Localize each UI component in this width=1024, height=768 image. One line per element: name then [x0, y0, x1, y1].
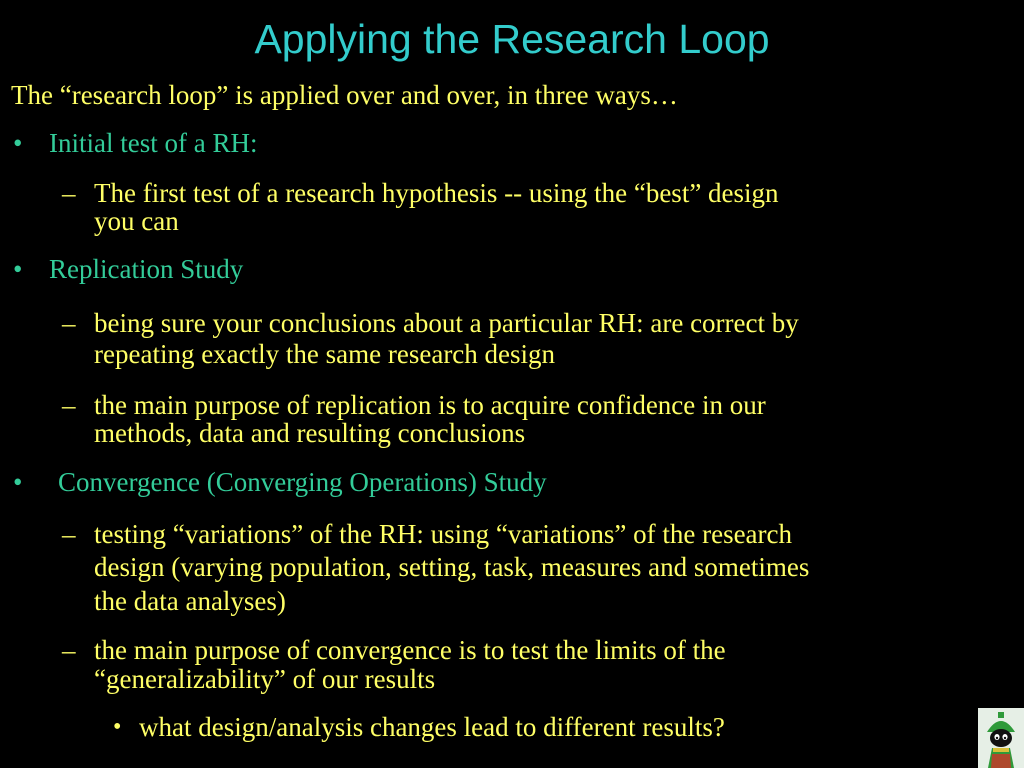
section-heading-initial-test: Initial test of a RH: [49, 128, 258, 158]
section-heading-replication: Replication Study [49, 254, 244, 284]
dash-glyph: – [62, 635, 76, 665]
point-line: testing “variations” of the RH: using “variations” of the research [94, 519, 793, 549]
bullet-glyph: • [13, 128, 23, 158]
cartoon-character-icon [978, 708, 1024, 768]
bullet-glyph: • [13, 467, 23, 497]
point-line: the main purpose of convergence is to test the limits of the [94, 635, 726, 665]
point-line: “generalizability” of our results [94, 664, 436, 694]
point-line: the data analyses) [94, 586, 286, 616]
bullet-glyph: • [13, 254, 23, 284]
dash-glyph: – [62, 519, 76, 549]
point-line: The first test of a research hypothesis -- using the “best” design [94, 178, 779, 208]
dash-glyph: – [62, 390, 76, 420]
point-line: repeating exactly the same research design [94, 339, 556, 369]
subpoint-line: what design/analysis changes lead to different results? [139, 712, 725, 742]
point-line: methods, data and resulting conclusions [94, 418, 526, 448]
intro-text: The “research loop” is applied over and over, in three ways… [11, 80, 678, 110]
slide-title: Applying the Research Loop [254, 16, 770, 62]
point-line: design (varying population, setting, task, measures and sometimes [94, 552, 810, 582]
dash-glyph: – [62, 178, 76, 208]
section-heading-convergence: Convergence (Converging Operations) Study [58, 467, 547, 497]
point-line: being sure your conclusions about a particular RH: are correct by [94, 308, 799, 338]
point-line: the main purpose of replication is to acquire confidence in our [94, 390, 766, 420]
dash-glyph: – [62, 308, 76, 338]
bullet-glyph: • [113, 714, 122, 740]
corner-logo [978, 708, 1024, 768]
point-line: you can [94, 206, 179, 236]
